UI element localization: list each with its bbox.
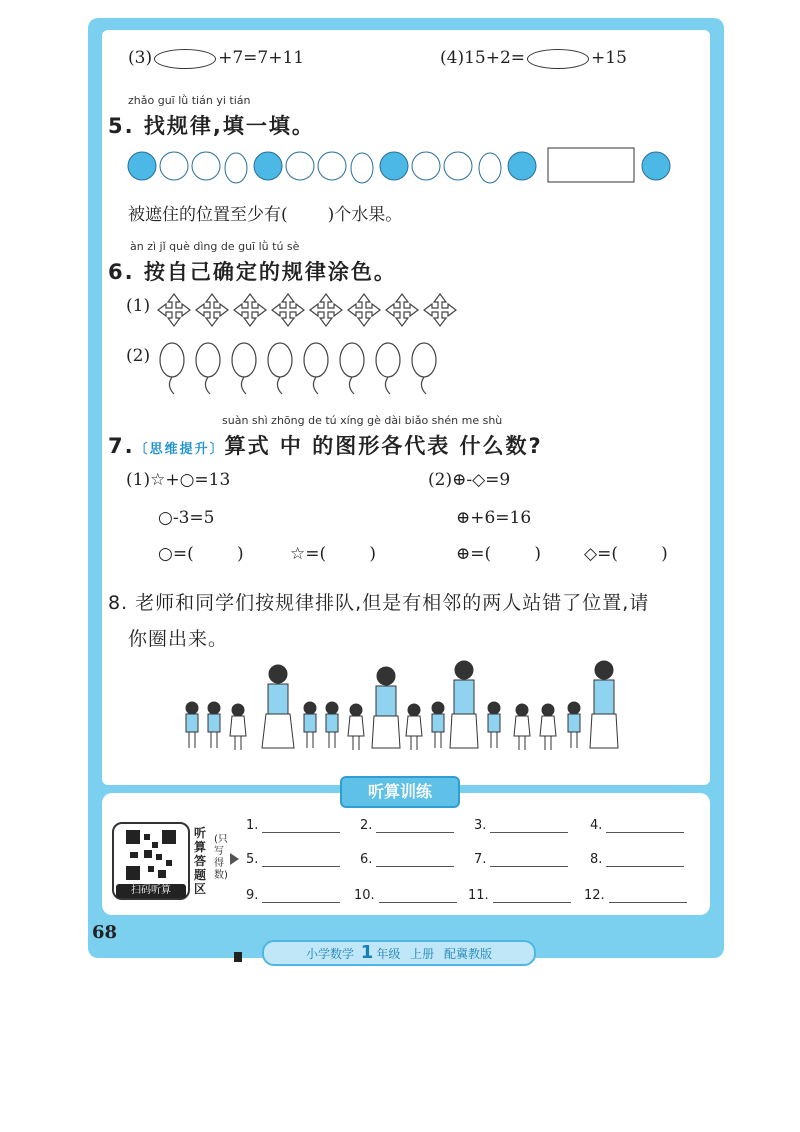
queue-illustration <box>180 656 620 756</box>
pear-icon <box>351 153 373 183</box>
q7-title-row: 7.〔思维提升〕算式 中 的图形各代表 什么数? <box>108 434 543 458</box>
answer-slot-2[interactable]: 2. <box>360 818 454 833</box>
peach-icon <box>192 152 220 180</box>
q6-title: 6. 按自己确定的规律涂色。 <box>108 260 397 284</box>
answer-slot-7[interactable]: 7. <box>474 852 568 867</box>
q4-eq3: (3) +7=7+11 <box>128 48 305 68</box>
peach-icon <box>160 152 188 180</box>
q6-row1-label: (1) <box>126 296 151 316</box>
q5-pinyin: zhǎo guī lǜ tián yi tián <box>128 94 251 107</box>
answer-slot-12[interactable]: 12. <box>584 888 687 903</box>
teacher-figure <box>372 667 400 748</box>
child-figure <box>348 704 364 750</box>
balloon-icon <box>160 343 184 377</box>
q7-p1-ans2: ☆=( ) <box>290 544 376 564</box>
q7-pinyin: suàn shì zhōng de tú xíng gè dài biǎo shén me shù <box>222 414 503 427</box>
balloon-icon <box>196 343 220 377</box>
balloon-icon <box>232 343 256 377</box>
q6-row2-label: (2) <box>126 346 151 366</box>
balloon-icon <box>340 343 364 377</box>
qr-code-icon <box>126 830 176 880</box>
thinking-tag: 〔思维提升〕 <box>134 442 225 457</box>
balloon-icon <box>268 343 292 377</box>
q6-pinyin: àn zì jǐ què dìng de guī lǜ tú sè <box>130 240 300 253</box>
answer-slot-10[interactable]: 10. <box>354 888 457 903</box>
cross-arrow-icon <box>196 294 228 326</box>
child-figure <box>568 702 580 748</box>
teacher-figure <box>450 661 478 748</box>
answer-slot-6[interactable]: 6. <box>360 852 454 867</box>
q5-title: 5. 找规律,填一填。 <box>108 114 315 138</box>
q7-p1-ans1: ○=( ) <box>158 544 244 564</box>
balloon-row <box>156 340 456 398</box>
child-figure <box>186 702 198 748</box>
answer-slot-9[interactable]: 9. <box>246 888 340 903</box>
answer-slot-3[interactable]: 3. <box>474 818 568 833</box>
qr-caption: 扫码听算 <box>116 884 186 898</box>
q7-p1-eq2: ○-3=5 <box>158 508 215 528</box>
page-number: 68 <box>92 922 118 943</box>
cross-arrow-icon <box>386 294 418 326</box>
arrow-right-icon <box>230 853 239 865</box>
answer-slot-5[interactable]: 5. <box>246 852 340 867</box>
peach-icon <box>318 152 346 180</box>
teacher-figure <box>590 661 618 748</box>
cross-arrow-icon <box>158 294 190 326</box>
apple-icon <box>380 152 408 180</box>
apple-icon <box>642 152 670 180</box>
cross-arrow-icon <box>234 294 266 326</box>
cloud-blank <box>154 49 216 69</box>
child-figure <box>488 702 500 748</box>
q7-p2-eq1: (2)⊕-◇=9 <box>428 470 511 490</box>
child-figure <box>540 704 556 750</box>
child-figure <box>230 704 246 750</box>
q4-eq4: (4)15+2= +15 <box>440 48 627 68</box>
apple-icon <box>254 152 282 180</box>
pear-icon <box>225 153 247 183</box>
balloon-icon <box>376 343 400 377</box>
child-figure <box>304 702 316 748</box>
page-marker <box>234 952 242 962</box>
child-figure <box>326 702 338 748</box>
peach-icon <box>412 152 440 180</box>
balloon-icon <box>304 343 328 377</box>
arrow-cross-row <box>156 292 466 332</box>
q8-line2: 你圈出来。 <box>128 628 229 650</box>
answer-zone-note: (只写得数) <box>214 834 228 881</box>
cross-arrow-icon <box>272 294 304 326</box>
teacher-figure <box>262 665 294 748</box>
book-info-banner: 小学数学 1 年级 上册 配冀教版 <box>262 940 536 966</box>
answer-slot-1[interactable]: 1. <box>246 818 340 833</box>
q7-p2-ans2: ◇=( ) <box>584 544 668 564</box>
answer-slot-8[interactable]: 8. <box>590 852 684 867</box>
cross-arrow-icon <box>348 294 380 326</box>
answer-zone-label: 听算答题区 <box>194 826 207 896</box>
cloud-blank <box>527 49 589 69</box>
child-figure <box>406 704 422 750</box>
child-figure <box>208 702 220 748</box>
q7-p2-ans1: ⊕=( ) <box>456 544 541 564</box>
peach-icon <box>286 152 314 180</box>
apple-icon <box>508 152 536 180</box>
q8-line1: 8. 老师和同学们按规律排队,但是有相邻的两人站错了位置,请 <box>108 592 650 614</box>
listening-title: 听算训练 <box>340 776 460 808</box>
apple-icon <box>128 152 156 180</box>
peach-icon <box>444 152 472 180</box>
balloon-icon <box>412 343 436 377</box>
child-figure <box>514 704 530 750</box>
cross-arrow-icon <box>310 294 342 326</box>
pear-icon <box>479 153 501 183</box>
fruit-sequence <box>124 142 684 188</box>
q5-sentence: 被遮住的位置至少有( )个水果。 <box>128 205 403 225</box>
answer-slot-11[interactable]: 11. <box>468 888 571 903</box>
q7-p2-eq2: ⊕+6=16 <box>456 508 532 528</box>
cross-arrow-icon <box>424 294 456 326</box>
cover-box <box>548 148 634 182</box>
child-figure <box>432 702 444 748</box>
q7-p1-eq1: (1)☆+○=13 <box>126 470 231 490</box>
answer-slot-4[interactable]: 4. <box>590 818 684 833</box>
